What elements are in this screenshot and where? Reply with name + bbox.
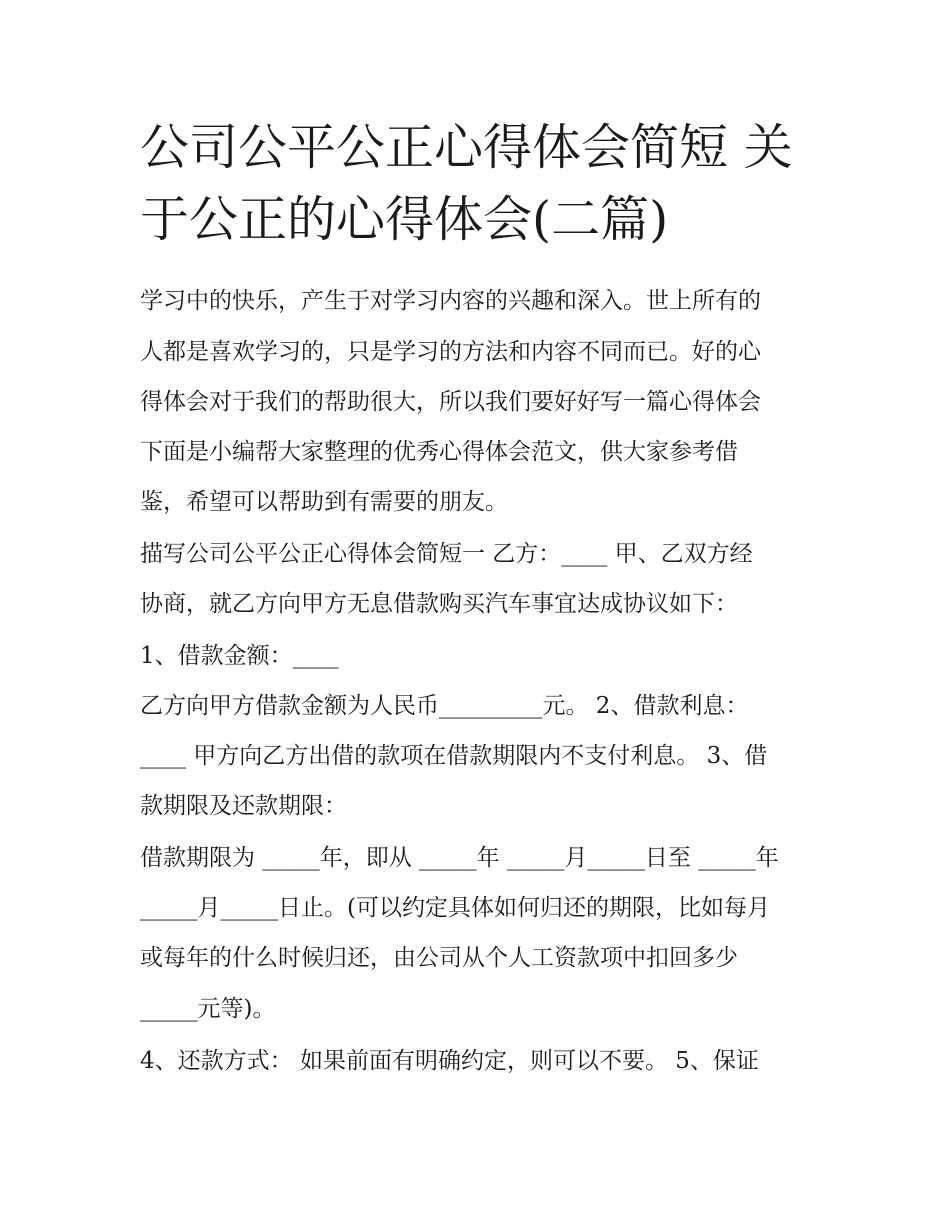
paragraph-line: ____ 甲方向乙方出借的款项在借款期限内不支付利息。 3、借: [140, 743, 768, 769]
paragraph-line: 得体会对于我们的帮助很大，所以我们要好好写一篇心得体会: [140, 389, 761, 415]
paragraph-line: _____元等)。: [140, 996, 276, 1022]
paragraph-line: 款期限及还款期限：: [140, 793, 347, 819]
paragraph-line: 或每年的什么时候归还，由公司从个人工资款项中扣回多少: [140, 945, 738, 971]
paragraph-line: 1、借款金额：____: [140, 643, 339, 669]
paragraph-line: 借款期限为 _____年，即从 _____年 _____月_____日至 _____年: [140, 845, 779, 871]
paragraph-line: 乙方向甲方借款金额为人民币_________元。 2、借款利息：: [140, 693, 749, 719]
paragraph-line: 人都是喜欢学习的，只是学习的方法和内容不同而已。好的心: [140, 339, 761, 365]
paragraph-line: 协商，就乙方向甲方无息借款购买汽车事宜达成协议如下：: [140, 591, 738, 617]
paragraph-line: 4、还款方式： 如果前面有明确约定，则可以不要。 5、保证: [140, 1048, 759, 1074]
paragraph-line: 鉴，希望可以帮助到有需要的朋友。: [140, 489, 508, 515]
paragraph-line: _____月_____日止。(可以约定具体如何归还的期限，比如每月: [140, 895, 770, 921]
document-title: 公司公平公正心得体会简短 关于公正的心得体会(二篇): [140, 119, 793, 248]
paragraph-line: 学习中的快乐，产生于对学习内容的兴趣和深入。世上所有的: [140, 288, 761, 314]
paragraph-line: 下面是小编帮大家整理的优秀心得体会范文，供大家参考借: [140, 439, 738, 465]
paragraph-line: 描写公司公平公正心得体会简短一 乙方：____ 甲、乙双方经: [140, 541, 753, 567]
